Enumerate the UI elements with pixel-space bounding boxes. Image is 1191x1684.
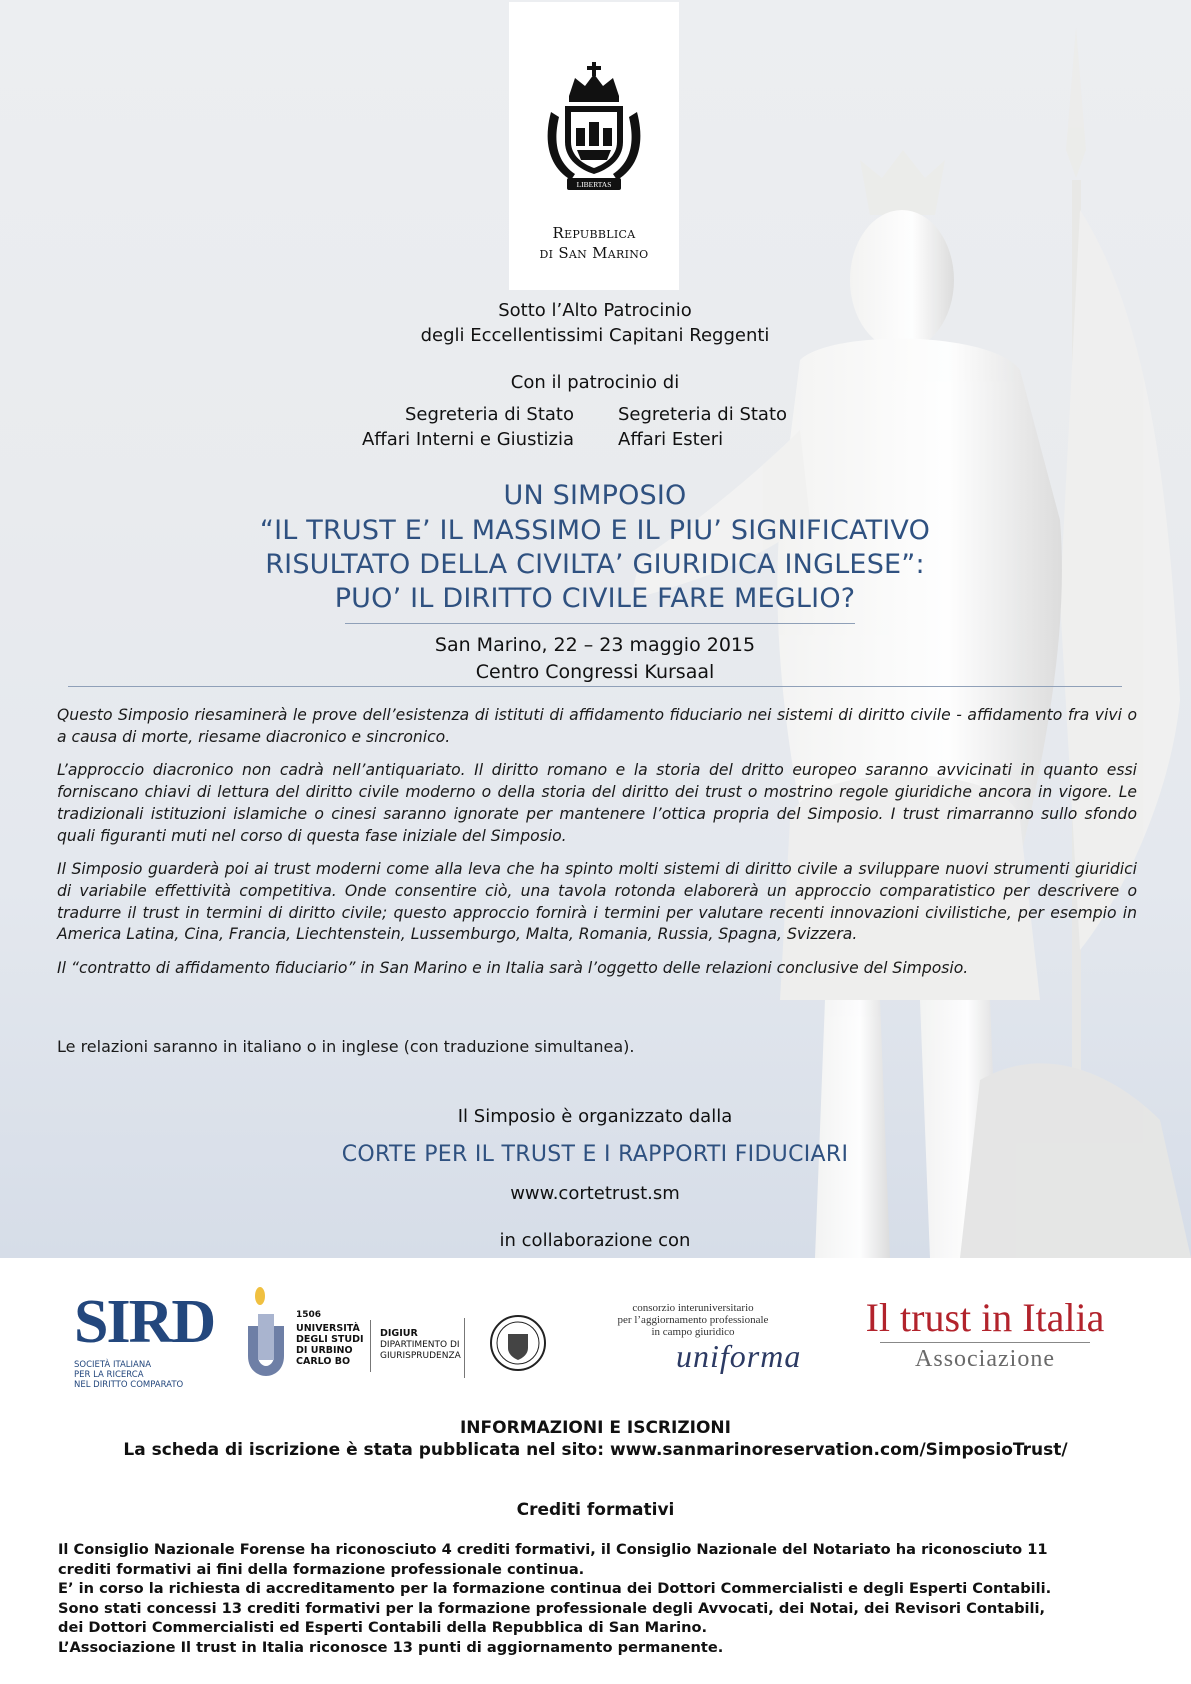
body-paragraph-4: Il “contratto di affidamento fiduciario” in San Marino e in Italia sarà l’oggetto delle relazioni conclusive del Simposio.	[57, 959, 969, 978]
body-paragraph-1: Questo Simposio riesaminerà le prove dell’esistenza di istituti di affidamento fiduciario nei sistemi di diritto civile - affidamento fra vivi o a causa di morte, riesame diacronico e sincronico.	[57, 706, 1137, 746]
event-venue: Centro Congressi Kursaal	[475, 661, 715, 683]
credits-line6: L’Associazione Il trust in Italia riconosce 13 punti di aggiornamento permanente.	[58, 1638, 724, 1656]
title-divider	[345, 623, 855, 624]
patronage-line2: degli Eccellentissimi Capitani Reggenti	[420, 325, 770, 346]
event-date: San Marino, 22 – 23 maggio 2015	[434, 634, 756, 656]
urbino-line3: DI URBINO	[296, 1345, 353, 1356]
digiur-line2: DIPARTIMENTO DI	[380, 1340, 460, 1350]
uniforma-line2: per l’aggiornamento professionale	[617, 1314, 769, 1326]
segreteria-esteri-line1: Segreteria di Stato	[618, 404, 788, 425]
republic-logo-box	[509, 2, 679, 290]
with-patronage-label: Con il patrocinio di	[510, 372, 680, 393]
trust-italia-sub: Associazione	[915, 1346, 1055, 1372]
republic-name-line1: Repubblica	[552, 224, 636, 242]
info-heading: INFORMAZIONI E ISCRIZIONI	[459, 1418, 731, 1438]
urbino-line1: UNIVERSITÀ	[296, 1323, 360, 1334]
trust-italia-divider	[880, 1342, 1090, 1343]
sird-logo-sub2: PER LA RICERCA	[74, 1370, 144, 1380]
sird-logo-sub1: SOCIETÀ ITALIANA	[74, 1360, 152, 1370]
event-divider	[68, 686, 1122, 687]
segreteria-interni-line2: Affari Interni e Giustizia	[361, 429, 574, 450]
republic-name-line2: di San Marino	[539, 244, 649, 262]
university-seal-icon	[489, 1314, 547, 1372]
credits-line2: crediti formativi ai fini della formazione professionale continua.	[58, 1560, 585, 1578]
urbino-line4: CARLO BO	[296, 1356, 351, 1367]
uniforma-logo	[578, 1262, 808, 1402]
collaboration-label: in collaborazione con	[499, 1230, 691, 1251]
credits-heading: Crediti formativi	[516, 1500, 675, 1520]
uniforma-line1: consorzio interuniversitario	[632, 1302, 754, 1314]
sird-logo	[74, 1262, 215, 1390]
credits-line5: dei Dottori Commercialisti ed Esperti Contabili della Repubblica di San Marino.	[58, 1619, 708, 1636]
title-line1: UN SIMPOSIO	[503, 480, 687, 511]
patronage-line1: Sotto l’Alto Patrocinio	[498, 300, 692, 321]
credits-line4: Sono stati concessi 13 crediti formativi per la formazione professionale degli Avvocati, dei Notai, dei Revisori Contabili,	[58, 1599, 1046, 1617]
uniforma-line3: in campo giuridico	[651, 1326, 735, 1338]
segreteria-interni-line1: Segreteria di Stato	[404, 404, 574, 425]
digiur-line1: DIGIUR	[380, 1328, 418, 1339]
urbino-divider	[370, 1320, 371, 1372]
body-paragraph-3: Il Simposio guarderà poi ai trust moderni come alla leva che ha spinto molti sistemi di diritto civile a sviluppare nuovi strumenti giuridici di variabile effettività competitiva. Onde consentire ciò, una tavola rotonda elaborerà un approccio comparatistico per descrivere o tradurre il trust in termini di diritto civile; questo approccio fornirà i termini per valutare recenti innovazioni civilistiche, per esempio in America Latina, Cina, Francia, Liechtenstein, Lussemburgo, Malta, Romania, Russia, Spagna, Svizzera.	[57, 860, 1137, 944]
urbino-emblem-icon	[246, 1286, 286, 1378]
emblem-motto: LIBERTAS	[576, 180, 612, 189]
body-paragraph-5: Le relazioni saranno in italiano o in inglese (con traduzione simultanea).	[57, 1037, 635, 1056]
title-line3: RISULTATO DELLA CIVILTA’ GIURIDICA INGLESE”:	[265, 549, 925, 580]
title-line4: PUO’ IL DIRITTO CIVILE FARE MEGLIO?	[334, 583, 856, 614]
body-text	[57, 705, 1137, 992]
segreteria-esteri-line2: Affari Esteri	[618, 429, 724, 450]
urbino-year: 1506	[296, 1310, 322, 1320]
urbino-logo	[246, 1262, 556, 1382]
trust-in-italia-logo	[830, 1262, 1140, 1382]
info-registration-line[interactable]: La scheda di iscrizione è stata pubblicata nel sito: www.sanmarinoreservation.com/SimposioTrust/	[123, 1440, 1068, 1460]
organizer-intro: Il Simposio è organizzato dalla	[457, 1106, 733, 1127]
san-marino-coat-of-arms-icon	[541, 62, 647, 192]
credits-block	[58, 1540, 1158, 1657]
urbino-line2: DEGLI STUDI	[296, 1334, 364, 1345]
trust-italia-name: Il trust in Italia	[865, 1295, 1105, 1340]
organizer-website[interactable]: www.cortetrust.sm	[510, 1183, 680, 1204]
sird-logo-main: SIRD	[74, 1288, 215, 1356]
uniforma-name: uniforma	[676, 1338, 802, 1374]
credits-line1: Il Consiglio Nazionale Forense ha riconosciuto 4 crediti formativi, il Consiglio Nazionale del Notariato ha riconosciuto 11	[58, 1541, 1048, 1558]
organizer-name: CORTE PER IL TRUST E I RAPPORTI FIDUCIARI	[341, 1142, 849, 1167]
credits-line3: E’ in corso la richiesta di accreditamento per la formazione continua dei Dottori Commercialisti e degli Esperti Contabili.	[58, 1580, 1052, 1597]
title-line2: “IL TRUST E’ IL MASSIMO E IL PIU’ SIGNIFICATIVO	[259, 515, 931, 546]
digiur-line3: GIURISPRUDENZA	[380, 1351, 461, 1361]
urbino-divider-2	[464, 1318, 465, 1378]
sird-logo-sub3: NEL DIRITTO COMPARATO	[74, 1380, 184, 1390]
body-paragraph-2: L’approccio diacronico non cadrà nell’antiquariato. Il diritto romano e la storia del dritto europeo saranno avvicinati in quanto essi forniscano chiavi di lettura del diritto civile moderno o della storia del diritto dei trust o mostrino regole giuridiche ancora in vigore. Le tradizionali istituzioni islamiche o cinesi saranno ignorate per mantenere l’ottica propria del Simposio. I trust rimarranno sullo sfondo quali figuranti muti nel corso di questa fase iniziale del Simposio.	[57, 761, 1137, 845]
